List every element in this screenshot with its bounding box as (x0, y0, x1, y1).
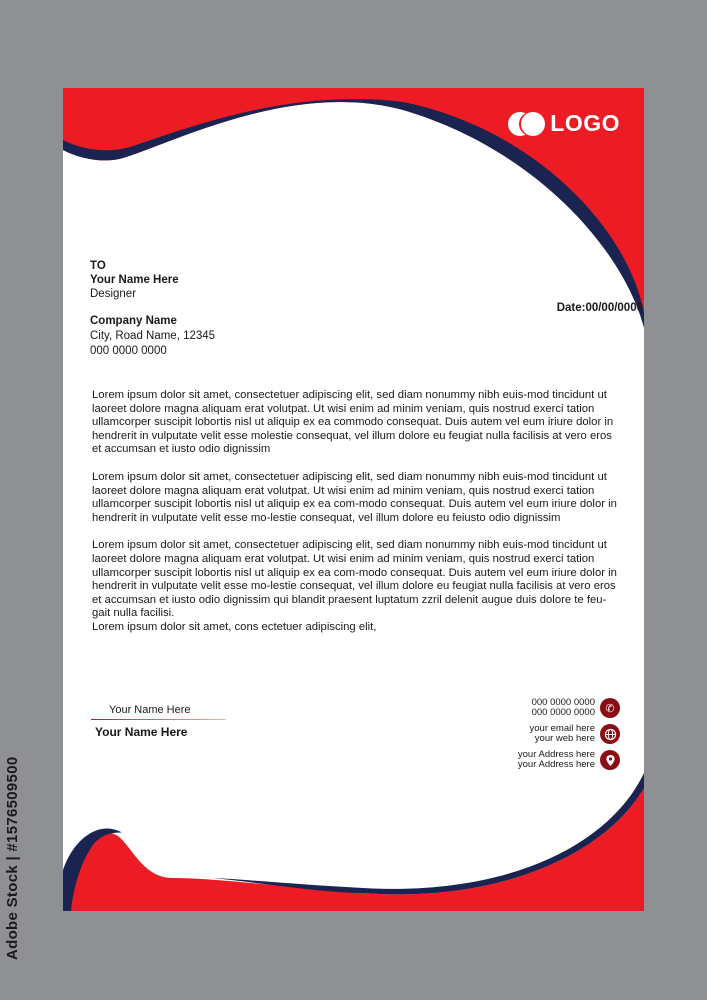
signature-block (91, 704, 226, 739)
phone-icon: ✆ (600, 698, 620, 718)
letter-body (92, 389, 617, 649)
contact-web-row (518, 724, 620, 744)
paragraph-1: Lorem ipsum dolor sit amet, consectetuer adipiscing elit, sed diam nonummy nibh euis-mod tincidunt ut laoreet dolore magna aliquam erat volutpat. Ut wisi enim ad minim veniam, quis nostrud exerci tation ullamcorper suscipit lobortis nisl ut aliquip ex ea commodo consequat. Duis autem vel eum iriure dolor in hendrerit in vulputate velit esse molestie consequat, vel illum dolore eu feugiat nulla facilisis at vero eros et accumsan et iusto odio dignissim (92, 389, 614, 456)
signer-name: Your Name Here (95, 725, 188, 739)
signature-name: Your Name Here (109, 704, 191, 716)
contact-phone-1: 000 0000 0000 (531, 697, 595, 708)
location-pin-icon (600, 750, 620, 770)
company-address: City, Road Name, 12345 (90, 330, 216, 342)
recipient-name: Your Name Here (90, 274, 179, 286)
to-label: TO (90, 260, 106, 272)
paragraph-4: Lorem ipsum dolor sit amet, cons ectetuer adipiscing elit, (92, 620, 377, 633)
company-name: Company Name (90, 315, 177, 327)
contact-email: your email here (529, 723, 595, 734)
company-phone: 000 0000 0000 (90, 345, 167, 357)
paragraph-2: Lorem ipsum dolor sit amet, consectetuer adipiscing elit, sed diam nonummy nibh euis-mod tincidunt ut laoreet dolore magna aliquam erat volutpat. Ut wisi enim ad minim veniam, quis nostrud exerci tation ullamcorper suscipit lobortis nisl ut aliquip ex ea com-modo consequat. Duis autem vel eum iriure dolor in hendrerit in vulputate velit esse mo-lestie consequat, vel illum dolore eu feiusto odio dignissim (92, 470, 617, 524)
contact-info (518, 698, 620, 776)
globe-icon (600, 724, 620, 744)
contact-phone-2: 000 0000 0000 (531, 707, 595, 718)
contact-address-row (518, 750, 620, 770)
letter-date: Date:00/00/0000 (556, 302, 643, 314)
stock-id-watermark: Adobe Stock | #1576509500 (4, 756, 21, 960)
recipient-role: Designer (90, 288, 137, 300)
logo-text: LOGO (550, 110, 620, 136)
paragraph-3: Lorem ipsum dolor sit amet, consectetuer adipiscing elit, sed diam nonummy nibh euis-mod tincidunt ut laoreet dolore magna aliquam erat volutpat. Ut wisi enim ad minim veniam, quis nostrud exerci tation ullamcorper suscipit lobortis nisl ut aliquip ex ea com-modo consequat. Duis autem vel eum iriure dolor in hendrerit in vulputate velit esse mo-lestie consequat, vel illum dolore eu feugiat nulla facilisis at vero eros et accumsan et iusto odio dignissim qui blandit praesent luptatum zzril delenit augue duis dolore te feu-gait nulla facilisi. (92, 539, 617, 620)
recipient-block (90, 259, 179, 301)
contact-phone-row (518, 698, 620, 718)
company-block (90, 314, 215, 359)
contact-address-2: your Address here (517, 759, 595, 770)
contact-address-1: your Address here (517, 749, 595, 760)
contact-web: your web here (534, 733, 595, 744)
company-logo (508, 110, 620, 137)
signature-line (91, 719, 226, 720)
letterhead-page (63, 88, 644, 911)
logo-mark-icon (508, 111, 546, 137)
